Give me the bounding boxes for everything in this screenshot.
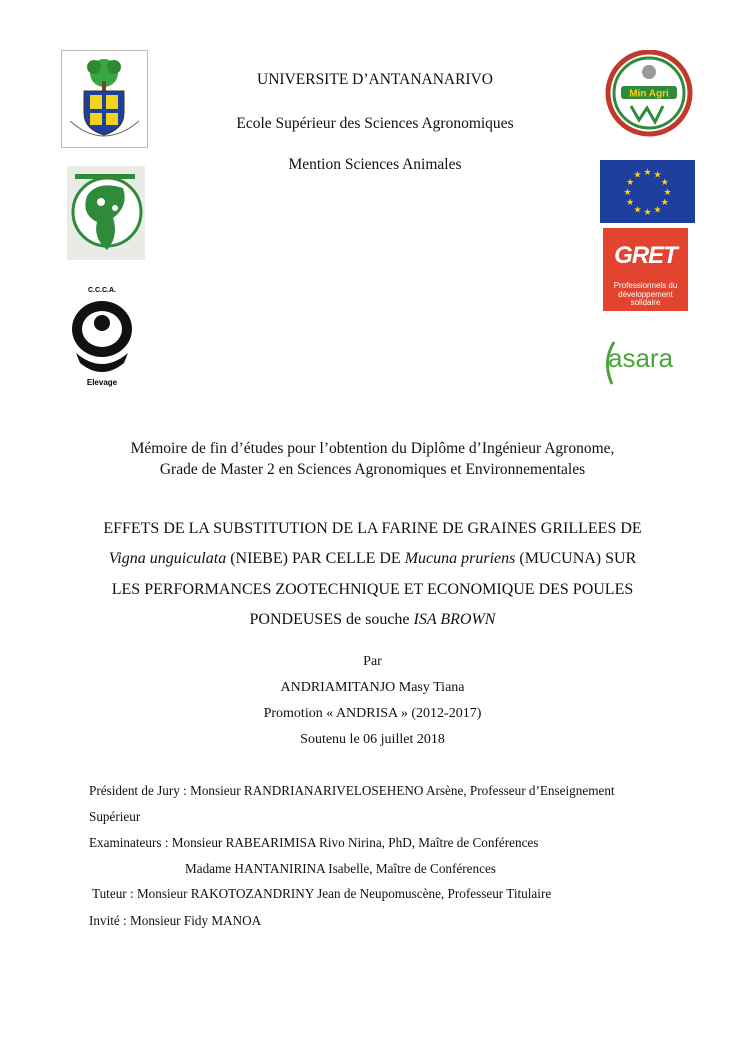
par-label: Par <box>363 654 382 669</box>
svg-text:★: ★ <box>643 168 652 178</box>
jury-tuteur: Tuteur : Monsieur RAKOTOZANDRINY Jean de Neupomuscène, Professeur Titulaire <box>92 886 552 901</box>
svg-text:★: ★ <box>626 178 635 188</box>
elevage-text: Elevage <box>86 378 118 387</box>
gret-tagline-2: développement <box>618 289 673 299</box>
strain-isa-brown: ISA BROWN <box>413 611 496 628</box>
thesis-title-line-3: LES PERFORMANCES ZOOTECHNIQUE ET ECONOMIQUE DES POULES <box>111 581 634 598</box>
svg-text:★: ★ <box>660 178 669 188</box>
defense-date: Soutenu le 06 juillet 2018 <box>300 732 445 747</box>
memoire-line-2: Grade de Master 2 en Sciences Agronomiques et Environnementales <box>159 461 586 478</box>
gret-tagline-1: Professionnels du <box>613 281 678 290</box>
promotion: Promotion « ANDRISA » (2012-2017) <box>263 706 482 721</box>
svg-text:★: ★ <box>653 205 662 216</box>
species-mucuna: Mucuna pruriens <box>404 550 516 567</box>
gret-tagline-3: solidaire <box>630 298 661 307</box>
jury-president-cont: Supérieur <box>89 809 141 824</box>
svg-text:★: ★ <box>623 188 632 198</box>
thesis-title-line-2 <box>60 550 685 568</box>
svg-text:★: ★ <box>633 205 642 216</box>
minagri-logo <box>603 50 696 137</box>
gret-logo <box>603 228 688 311</box>
asara-logo <box>600 334 690 389</box>
university-crest-logo <box>61 50 148 148</box>
title-fragment: PONDEUSES de souche <box>249 611 414 628</box>
eu-flag-logo <box>600 160 695 223</box>
species-vigna: Vigna unguiculata <box>108 550 227 567</box>
author-name: ANDRIAMITANJO Masy Tiana <box>280 680 465 695</box>
svg-text:★: ★ <box>626 198 635 208</box>
title-fragment: (NIEBE) PAR CELLE DE <box>226 550 405 567</box>
ccca-text: C.C.C.A. <box>88 287 116 294</box>
thesis-title-line-4 <box>60 611 685 629</box>
mention-name: Mention Sciences Animales <box>288 156 462 173</box>
ccca-elevage-logo <box>66 283 138 389</box>
svg-text:★: ★ <box>663 188 672 198</box>
asara-wordmark: asara <box>608 343 674 373</box>
university-name: UNIVERSITE D’ANTANANARIVO <box>257 71 493 88</box>
school-name: Ecole Supérieur des Sciences Agronomiques <box>236 115 514 132</box>
essa-school-logo <box>67 166 145 260</box>
jury-examinateurs: Examinateurs : Monsieur RABEARIMISA Rivo Nirina, PhD, Maître de Conférences <box>89 835 539 850</box>
jury-examinateur-2: Madame HANTANIRINA Isabelle, Maître de Conférences <box>185 861 496 876</box>
jury-invite: Invité : Monsieur Fidy MANOA <box>89 913 262 928</box>
jury-president: Président de Jury : Monsieur RANDRIANARIVELOSEHENO Arsène, Professeur d’Enseignement <box>89 783 615 798</box>
thesis-title-line-1: EFFETS DE LA SUBSTITUTION DE LA FARINE DE GRAINES GRILLEES DE <box>103 520 642 537</box>
minagri-text: Min Agri <box>629 88 669 100</box>
svg-text:★: ★ <box>643 208 652 218</box>
svg-text:★: ★ <box>660 198 669 208</box>
title-fragment: (MUCUNA) SUR <box>515 550 637 567</box>
gret-wordmark: GRET <box>614 242 677 269</box>
svg-text:★: ★ <box>653 170 662 181</box>
svg-text:★: ★ <box>633 170 642 181</box>
memoire-line-1: Mémoire de fin d’études pour l’obtention du Diplôme d’Ingénieur Agronome, <box>130 440 615 457</box>
